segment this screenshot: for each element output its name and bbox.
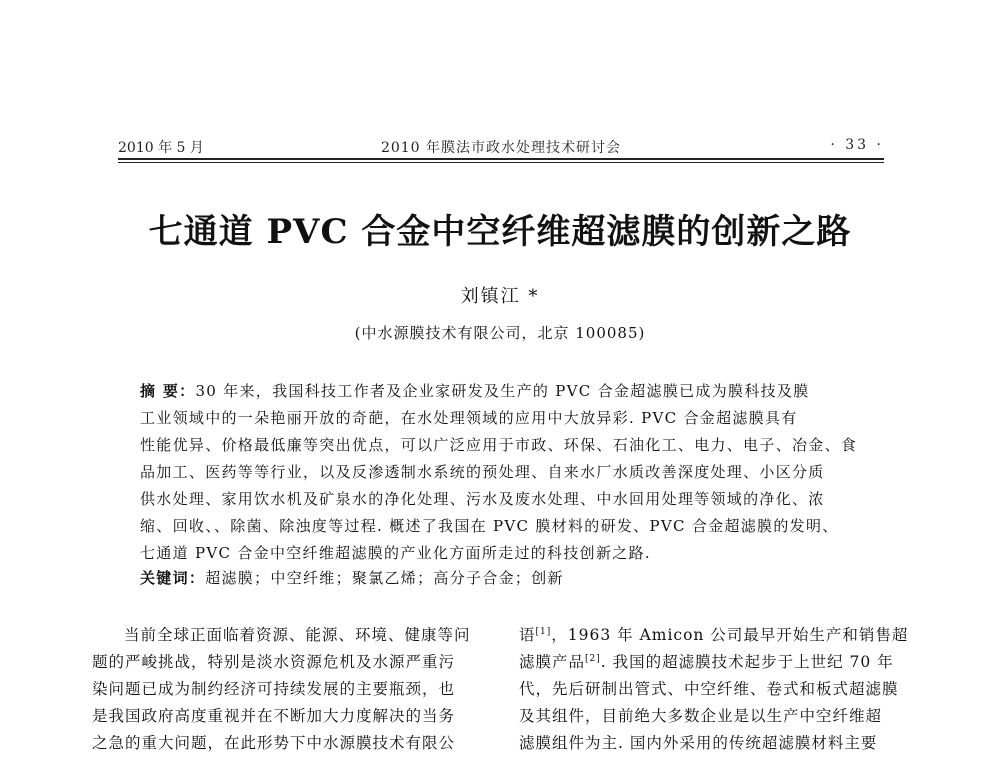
body-line: 及其组件，目前绝大多数企业是以生产中空纤维超 xyxy=(519,707,883,725)
header-rule-thick xyxy=(118,158,884,160)
abstract-line: 工业领域中的一朵艳丽开放的奇葩，在水处理领域的应用中大放异彩. PVC 合金超滤膜具有 xyxy=(140,409,798,427)
body-column-left xyxy=(92,622,482,757)
body-text: 语 xyxy=(519,626,536,644)
abstract-line xyxy=(140,378,862,405)
citation-ref[interactable]: [1] xyxy=(535,627,552,637)
body-text: . 我国的超滤膜技术起步于上世纪 70 年 xyxy=(600,653,894,671)
body-column-right xyxy=(519,622,909,757)
abstract-text: 30 年来，我国科技工作者及企业家研发及生产的 PVC 合金超滤膜已成为膜科技及膜 xyxy=(195,382,810,400)
abstract-line: 供水处理、家用饮水机及矿泉水的净化处理、污水及废水处理、中水回用处理等领域的净化、浓 xyxy=(140,490,825,508)
body-line xyxy=(519,622,909,649)
body-line: 滤膜组件为主. 国内外采用的传统超滤膜材料主要 xyxy=(519,734,878,752)
paper-title: 七通道 PVC 合金中空纤维超滤膜的创新之路 xyxy=(148,212,852,252)
header-date: 2010 年 5 月 xyxy=(118,140,204,156)
running-header xyxy=(118,137,884,159)
body-text: 滤膜产品 xyxy=(519,653,586,671)
header-page-number: · 33 · xyxy=(830,137,884,153)
body-line xyxy=(519,649,909,676)
keywords xyxy=(140,567,564,588)
abstract-label: 摘 要： xyxy=(140,382,196,400)
body-line: 当前全球正面临着资源、能源、环境、健康等问 xyxy=(124,626,471,644)
keywords-text: 超滤膜；中空纤维；聚氯乙烯；高分子合金；创新 xyxy=(205,569,564,587)
body-line: 题的严峻挑战，特别是淡水资源危机及水源严重污 xyxy=(92,653,456,671)
abstract-line: 性能优异、价格最低廉等突出优点，可以广泛应用于市政、环保、石油化工、电力、电子、冶金、食 xyxy=(140,436,858,454)
header-rule-thin xyxy=(118,162,884,163)
body-line: 代，先后研制出管式、中空纤维、卷式和板式超滤膜 xyxy=(519,680,899,698)
abstract-line: 缩、回收、、除菌、除浊度等过程. 概述了我国在 PVC 膜材料的研发、PVC 合金超滤膜的发明、 xyxy=(140,517,839,535)
abstract-line: 品加工、医药等等行业，以及反渗透制水系统的预处理、自来水厂水质改善深度处理、小区分质 xyxy=(140,463,825,481)
author: 刘镇江 * xyxy=(460,286,540,307)
keywords-label: 关键词： xyxy=(140,569,206,587)
citation-ref[interactable]: [2] xyxy=(585,654,601,664)
body-line: 是我国政府高度重视并在不断加大力度解决的当务 xyxy=(92,707,456,725)
header-conference: 2010 年膜法市政水处理技术研讨会 xyxy=(380,140,622,156)
abstract-line: 七通道 PVC 合金中空纤维超滤膜的产业化方面所走过的科技创新之路. xyxy=(140,544,651,562)
affiliation: (中水源膜技术有限公司，北京 100085) xyxy=(354,324,646,342)
abstract xyxy=(140,378,862,567)
body-line: 染问题已成为制约经济可持续发展的主要瓶颈，也 xyxy=(92,680,456,698)
body-text: ，1963 年 Amicon 公司最早开始生产和销售超 xyxy=(551,626,909,644)
body-line: 之急的重大问题，在此形势下中水源膜技术有限公 xyxy=(92,734,456,752)
